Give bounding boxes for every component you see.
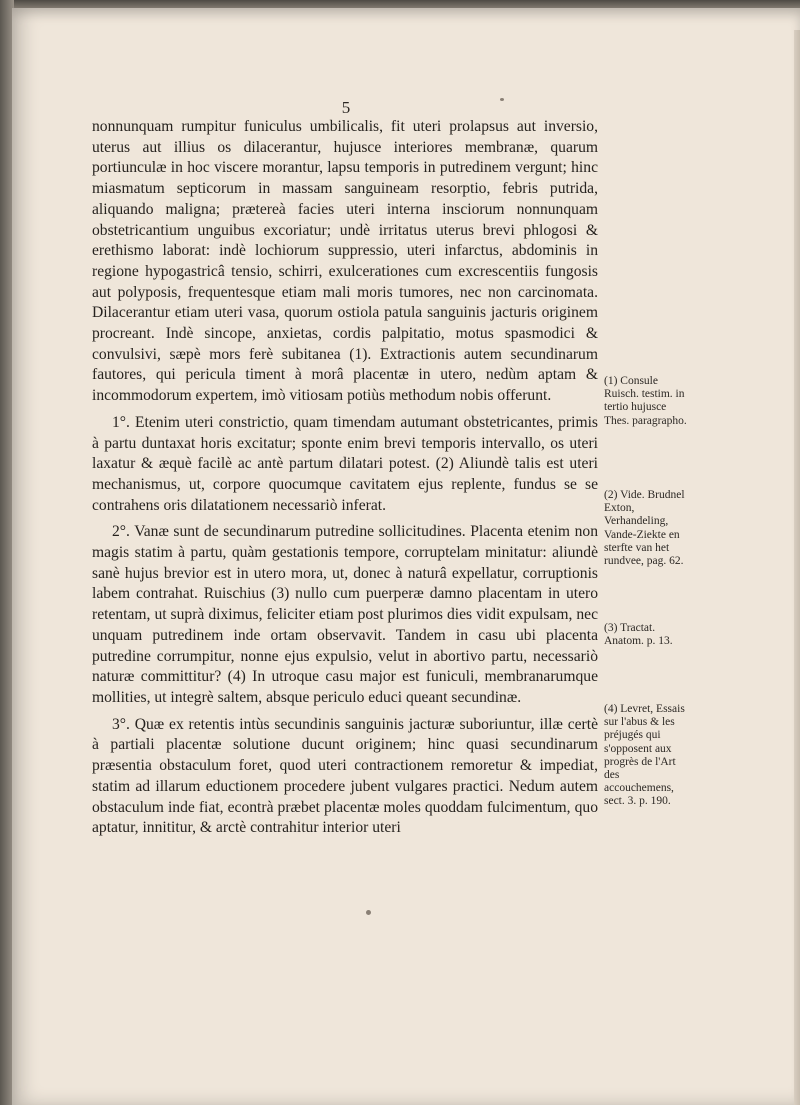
main-text — [92, 117, 598, 839]
paper-speck — [366, 910, 371, 915]
margin-note-text: (1) Consule Ruisch. testim. in tertio hujusce Thes. paragrapho. — [604, 375, 687, 427]
paper-speck — [500, 98, 504, 101]
page-edge — [794, 30, 800, 1105]
paragraph-intro: nonnunquam rumpitur funiculus umbilicalis, fit uteri prolapsus aut inversio, uterus aut illius os dilacerantur, hujusce interiores membranæ, quarum portiunculæ in hoc viscere morantur, lapsu temporis in putredinem vergunt; hinc miasmatum septicorum in massam sanguineam resorptio, febris putrida, aliquando maligna; prætereà facies uteri interna insciorum nonnunquam obstetricantium unguibus excoriatur; undè irritatus uterus brevi phlogosi & erethismo laborat: indè lochiorum suppressio, uteri infarctus, abdominis in regione hypogastricâ tensio, schirri, exulcerationes cum excrescentiis fungosis aut polyposis, frequentesque etiam mali moris tumores, nec non carcinomata. Dilacerantur etiam uteri vasa, quorum ostiola patula sanguinis jacturis originem procreant. Indè sincope, anxietas, cordis palpitatio, motus spasmodici & convulsivi, sæpè mors ferè subitanea (1). Extractionis autem secundinarum fautores, qui pericula timent à morâ placentæ in utero, nedùm aptam & incommodorum expertem, imò vitiosam potiùs methodum nobis offerunt. — [92, 118, 598, 405]
paragraph-2: 2°. Vanæ sunt de secundinarum putredine sollicitudines. Placenta etenim non magis statim à partu, quàm gestationis tempore, corruptelam minitatur: aliundè sanè hujus brevior est in utero mora, ut, donec à naturâ expellatur, corruptionis labem contrahat. Ruischius (3) nullo cum puerperæ damno placentam in utero retentam, ut suprà diximus, feliciter etiam post plurimos dies vidit expulsam, nec unquam putredinem inde ortam observavit. Tandem in casu ubi placenta putredine corrumpitur, nonne ejus expulsio, velut in abortivo partu, necessariò naturæ committitur? (4) In utroque casu major est funiculi, membranarumque mollities, ut integrè saltem, absque periculo educi queant secundinæ. — [92, 523, 598, 706]
margin-note-4 — [604, 703, 690, 809]
margin-note-1 — [604, 375, 690, 428]
margin-note-text: (3) Tractat. Anatom. p. 13. — [604, 622, 673, 648]
margin-note-3 — [604, 622, 690, 648]
paragraph-1: 1°. Etenim uteri constrictio, quam timendam autumant obstetricantes, primis à partu duntaxat horis excitatur; sponte enim brevi temporis intervallo, os uteri laxatur & æquè facilè ac antè partum dilatari potest. (2) Aliundè talis est uteri mechanismus, ut, corpore quocumque cavitatem ejus replente, fundus se se contrahens oris dilatationem necessariò inferat. — [92, 413, 598, 514]
margin-note-text: (2) Vide. Brudnel Exton, Verhandeling, Vande-Ziekte en sterfte van het rundvee, pag. 62. — [604, 489, 685, 568]
paragraph-3: 3°. Quæ ex retentis intùs secundinis sanguinis jacturæ suboriuntur, illæ certè à partiali placentæ solutione ducunt originem; hinc quasi secundinarum præsentia obstaculum foret, quod uteri contractionem remoretur & impediat, statim ad illarum eductionem procedere jubent vulgares practici. Nedum autem obstaculum inde fiat, econtrà præbet placentæ moles quoddam fulcimentum, quo aptatur, innititur, & arctè contrahitur interior uteri — [92, 715, 598, 837]
page-number: 5 — [341, 98, 351, 117]
margin-note-text: (4) Levret, Essais sur l'abus & les préjugés qui s'opposent aux progrès de l'Art des accouchemens, sect. 3. p. 190. — [604, 703, 685, 808]
margin-note-2 — [604, 489, 690, 568]
